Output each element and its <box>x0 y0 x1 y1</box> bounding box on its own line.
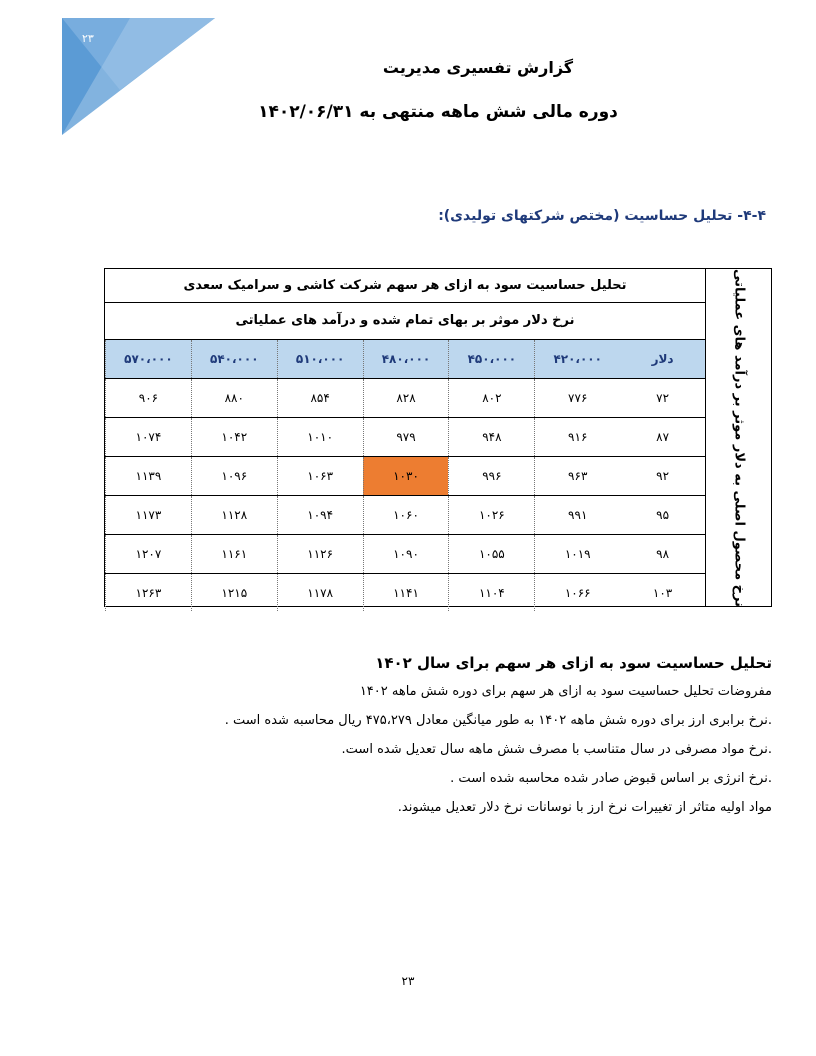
table-cell: ۱۱۷۸ <box>277 574 363 611</box>
table-cell: ۷۷۶ <box>534 379 620 417</box>
table-main <box>105 269 705 606</box>
table-cell: ۱۱۶۱ <box>191 535 277 573</box>
table-cell: ۱۰۳ <box>652 585 673 600</box>
table-cell: ۱۲۶۳ <box>105 574 191 611</box>
table-cell: ۹۰۶ <box>105 379 191 417</box>
notes-line: .نرخ انرژی بر اساس قبوض صادر شده محاسبه شده است . <box>450 771 772 786</box>
page-number: ۲۳ <box>401 974 415 988</box>
table-cell: ۱۰۱۰ <box>277 418 363 456</box>
table-cell: ۸۵۴ <box>277 379 363 417</box>
highlighted-cell: ۱۰۳۰ <box>363 457 449 495</box>
table-cell: ۱۲۰۷ <box>105 535 191 573</box>
report-period: دوره مالی شش ماهه منتهی به ۱۴۰۲/۰۶/۳۱ <box>258 102 618 122</box>
side-label: نرخ محصول اصلی به دلار موثر بر درآمد های عملیاتی <box>731 268 746 607</box>
table-cell: ۱۰۹۶ <box>191 457 277 495</box>
table-cell: ۱۰۵۵ <box>448 535 534 573</box>
table-cell: ۱۱۲۸ <box>191 496 277 534</box>
table-cell: ۱۰۷۴ <box>105 418 191 456</box>
table-cell: ۸۲۸ <box>363 379 449 417</box>
table-cell: ۱۰۱۹ <box>534 535 620 573</box>
table-cell: ۱۱۳۹ <box>105 457 191 495</box>
table-cell: ۱۰۴۲ <box>191 418 277 456</box>
column-header-cell: دلار <box>651 352 674 366</box>
section-heading: ۴-۴- تحلیل حساسیت (مختص شرکتهای تولیدی): <box>438 208 766 224</box>
table-cell: ۹۹۶ <box>448 457 534 495</box>
table-cell: ۹۱۶ <box>534 418 620 456</box>
table-cell: ۱۱۲۶ <box>277 535 363 573</box>
table-cell: ۱۱۰۴ <box>448 574 534 611</box>
notes-line: مواد اولیه متاثر از تغییرات نرخ ارز با نوسانات نرخ دلار تعدیل میشوند. <box>397 800 772 815</box>
table-cell: ۷۲ <box>656 391 670 405</box>
side-label-column <box>705 269 771 606</box>
report-title: گزارش تفسیری مدیریت <box>382 58 574 77</box>
sensitivity-table <box>104 268 772 607</box>
table-cell: ۸۷ <box>656 430 670 444</box>
column-header-cell: ۴۵۰،۰۰۰ <box>448 340 534 378</box>
table-cell: ۱۰۹۰ <box>363 535 449 573</box>
table-cell: ۱۲۱۵ <box>191 574 277 611</box>
table-cell: ۱۰۹۴ <box>277 496 363 534</box>
table-cell: ۸۸۰ <box>191 379 277 417</box>
column-header-cell: ۵۱۰،۰۰۰ <box>277 340 363 378</box>
table-cell: ۱۰۶۰ <box>363 496 449 534</box>
table-row <box>105 418 705 457</box>
table-cell: ۱۰۲۶ <box>448 496 534 534</box>
table-row <box>105 457 705 496</box>
table-cell: ۸۰۲ <box>448 379 534 417</box>
table-cell: ۱۱۴۱ <box>363 574 449 611</box>
table-cell: ۹۲ <box>656 469 670 483</box>
column-header-cell: ۵۷۰،۰۰۰ <box>105 340 191 378</box>
table-cell: ۹۴۸ <box>448 418 534 456</box>
table-cell: ۹۵ <box>656 508 670 522</box>
table-cell: ۹۹۱ <box>534 496 620 534</box>
table-cell: ۹۶۳ <box>534 457 620 495</box>
table-cell: ۹۷۹ <box>363 418 449 456</box>
table-cell: ۹۸ <box>656 547 670 561</box>
column-header-cell: ۴۲۰،۰۰۰ <box>534 340 620 378</box>
table-row <box>105 496 705 535</box>
corner-page-number: ۲۳ <box>82 32 94 45</box>
table-cell: ۱۱۷۳ <box>105 496 191 534</box>
table-row <box>105 535 705 574</box>
notes-line: مفروضات تحلیل حساسیت سود به ازای هر سهم برای دوره شش ماهه ۱۴۰۲ <box>359 684 772 699</box>
notes-line: .نرخ برابری ارز برای دوره شش ماهه ۱۴۰۲ به طور میانگین معادل ۴۷۵،۲۷۹ ریال محاسبه شده است . <box>224 713 772 728</box>
table-row <box>105 379 705 418</box>
table-cell: ۱۰۶۶ <box>534 574 620 611</box>
notes-line: .نرخ مواد مصرفی در سال متناسب با مصرف شش ماهه سال تعدیل شده است. <box>341 742 772 757</box>
table-title: تحلیل حساسیت سود به ازای هر سهم شرکت کاشی و سرامیک سعدی <box>105 269 705 303</box>
table-column-header <box>105 340 705 379</box>
table-cell: ۱۰۶۳ <box>277 457 363 495</box>
notes-title: تحلیل حساسیت سود به ازای هر سهم برای سال ۱۴۰۲ <box>375 654 772 672</box>
column-header-cell: ۵۴۰،۰۰۰ <box>191 340 277 378</box>
table-subtitle: نرخ دلار موثر بر بهای تمام شده و درآمد های عملیاتی <box>105 303 705 340</box>
column-header-cell: ۴۸۰،۰۰۰ <box>363 340 449 378</box>
table-row <box>105 574 705 611</box>
